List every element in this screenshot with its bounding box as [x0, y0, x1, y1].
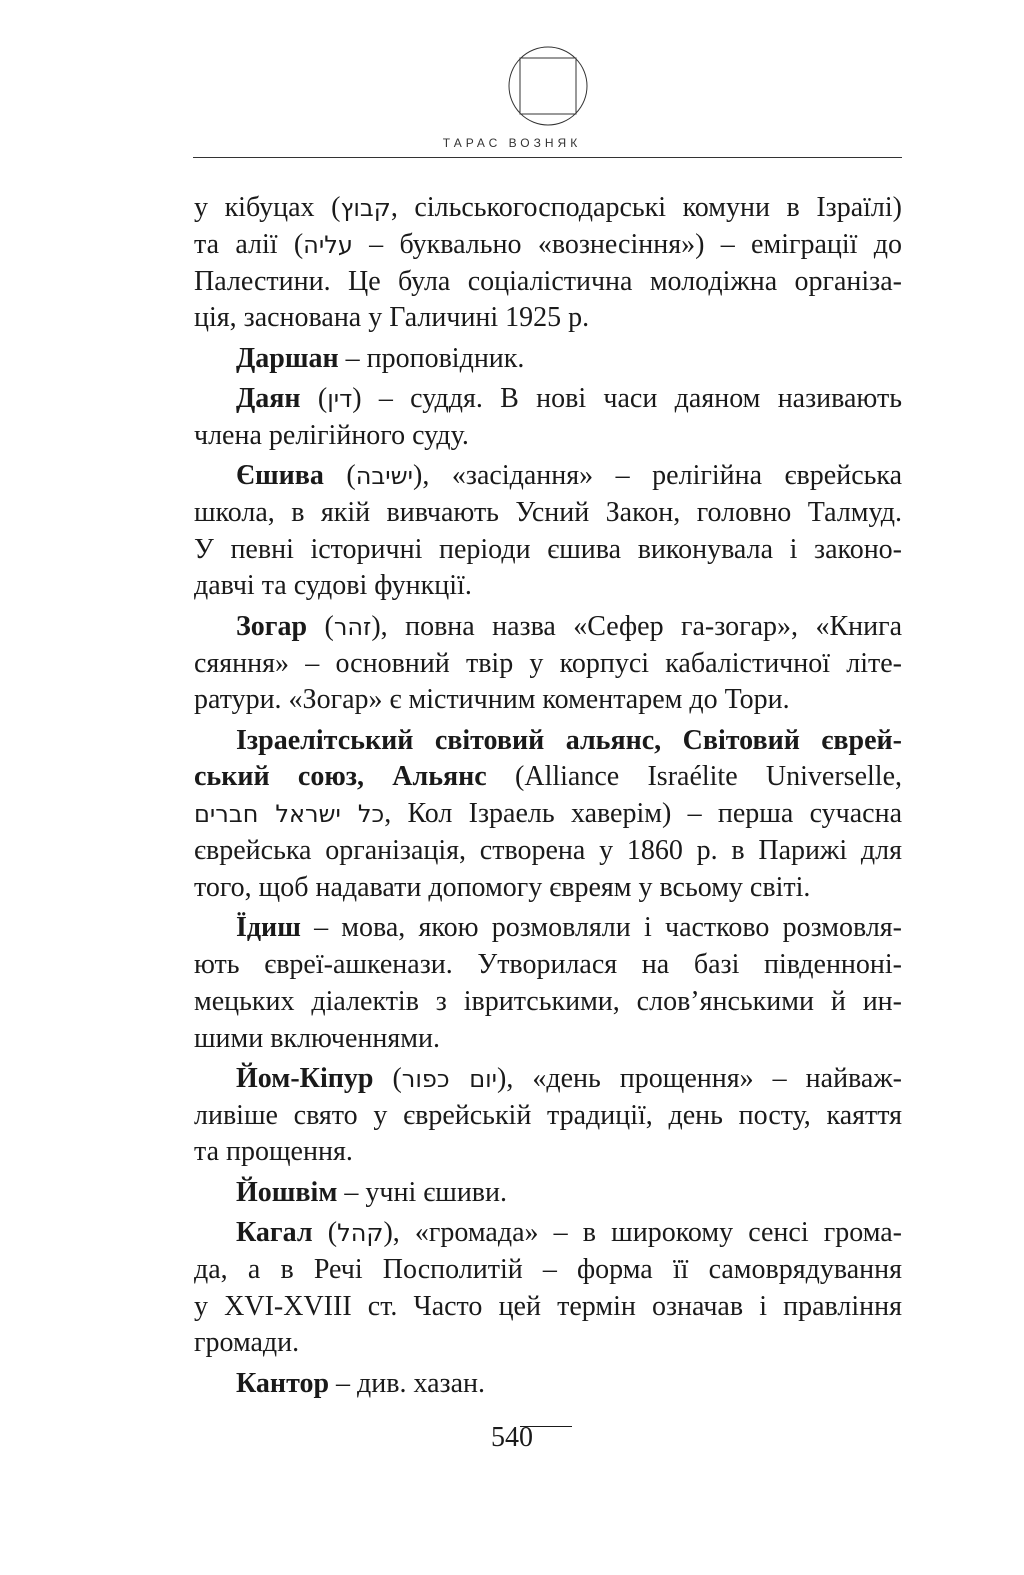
text-line — [194, 1175, 902, 1212]
text-run: ) – суддя. В нові часи даяном називають — [352, 382, 902, 414]
entry-term: Єшива — [236, 460, 324, 492]
glossary-text — [194, 190, 902, 1406]
text-line — [194, 609, 902, 646]
text-run: (Alliance Israélite Universelle, — [486, 761, 902, 793]
text-line — [194, 1366, 902, 1403]
text-run: єврейська організація, створена у 1860 р. в Парижі для — [194, 835, 902, 867]
glossary-entry — [194, 609, 902, 719]
text-run: ють євреї-ашкенази. Утворилася на базі південноні- — [194, 948, 902, 980]
glossary-entry — [194, 458, 902, 605]
hebrew-term: ישיבה — [355, 462, 414, 491]
text-run: мецьких діалектів з івритськими, слов’янськими й ин- — [194, 985, 902, 1017]
text-line — [194, 1134, 902, 1171]
glossary-entry — [194, 341, 902, 378]
text-run: ( — [312, 1217, 338, 1249]
page-number: 540 — [491, 1422, 533, 1453]
text-line — [194, 1252, 902, 1289]
text-line — [194, 910, 902, 947]
circle-square-emblem-icon — [507, 45, 589, 127]
text-line — [194, 646, 902, 683]
entry-term: ський союз, Альянс — [194, 761, 487, 793]
entry-term: Кагал — [236, 1217, 313, 1249]
entry-term: Йошвім — [236, 1176, 338, 1208]
entry-term: Зогар — [236, 610, 308, 642]
text-line — [194, 190, 902, 227]
entry-term: Даян — [236, 382, 301, 414]
text-line — [194, 227, 902, 264]
text-run: да, а в Речі Посполитій – форма її самоврядування — [194, 1253, 902, 1285]
hebrew-term: עליה — [303, 230, 353, 259]
text-run: та прощення. — [194, 1136, 353, 1168]
text-run: того, щоб надавати допомогу євреям у всьому світі. — [194, 871, 811, 903]
text-run: шими включеннями. — [194, 1022, 440, 1054]
continued-paragraph — [194, 190, 902, 337]
glossary-entry — [194, 1175, 902, 1212]
text-run: та алії ( — [194, 228, 304, 260]
text-run: – учні єшиви. — [337, 1176, 508, 1208]
entry-term: Даршан — [236, 342, 339, 374]
text-line — [194, 723, 902, 760]
text-run: ція, заснована у Галичині 1925 р. — [194, 302, 590, 334]
text-run: У певні історичні періоди єшива виконувала і законо- — [194, 533, 902, 565]
header-divider — [193, 157, 902, 158]
glossary-entry — [194, 1215, 902, 1362]
text-line — [194, 1215, 902, 1252]
text-run: Палестини. Це була соціалістична молодіжна організа- — [194, 265, 902, 297]
text-run: ), «день прощення» – найваж- — [497, 1062, 903, 1094]
text-run: сяяння» – основний твір у корпусі кабалістичної літе- — [194, 647, 902, 679]
glossary-entry — [194, 1061, 902, 1171]
glossary-entry — [194, 910, 902, 1057]
running-head: ТАРАС ВОЗНЯК — [442, 136, 582, 150]
text-line — [194, 759, 902, 796]
hebrew-term: דין — [327, 384, 353, 413]
text-run: ратури. «Зогар» є містичним коментарем до Тори. — [194, 684, 790, 716]
text-run: ), «засідання» – релігійна єврейська — [413, 460, 902, 492]
text-line — [194, 381, 902, 418]
text-line — [194, 796, 902, 833]
text-run: громади. — [194, 1327, 300, 1359]
entry-term: Ізраелітський світовий альянс, Світовий єврей- — [236, 724, 902, 756]
text-line — [194, 1289, 902, 1326]
text-run: давчі та судові функції. — [194, 570, 472, 602]
text-run: члена релігійного суду. — [194, 419, 469, 451]
text-line — [194, 495, 902, 532]
hebrew-term: קבוץ — [340, 194, 391, 222]
hebrew-term: זהר — [333, 612, 372, 641]
text-run: ), «громада» – в широкому сенсі грома- — [383, 1217, 903, 1249]
text-run: школа, в якій вивчають Усний Закон, головно Талмуд. — [194, 496, 902, 528]
text-run: ( — [300, 382, 328, 414]
text-line — [194, 1021, 902, 1058]
glossary-entry — [194, 381, 902, 455]
text-line — [194, 568, 902, 605]
text-run: ливіше свято у єврейській традиції, день посту, каяття — [194, 1099, 902, 1131]
text-run: ), повна назва «Сефер га-зогар», «Книга — [371, 610, 903, 642]
text-line — [194, 418, 902, 455]
hebrew-term: כל ישראל חברים — [194, 800, 385, 829]
text-line — [194, 1325, 902, 1362]
text-run: – див. хазан. — [329, 1367, 486, 1399]
text-line — [194, 341, 902, 378]
text-line — [194, 532, 902, 569]
text-line — [194, 458, 902, 495]
hebrew-term: יום כפור — [401, 1064, 498, 1093]
text-run: ( — [323, 460, 356, 492]
entry-term: Їдиш — [236, 912, 301, 944]
text-line — [194, 1061, 902, 1098]
text-line — [194, 264, 902, 301]
glossary-entry — [194, 1366, 902, 1403]
text-line — [194, 947, 902, 984]
entry-term: Йом-Кіпур — [236, 1062, 374, 1094]
text-run: у кібуцах ( — [194, 192, 341, 223]
hebrew-term: קהל — [337, 1219, 384, 1248]
glossary-entry — [194, 723, 902, 907]
text-run: – мова, якою розмовляли і частково розмовля- — [300, 912, 902, 944]
text-line — [194, 870, 902, 907]
text-line — [194, 682, 902, 719]
text-line — [194, 984, 902, 1021]
text-run: , сільськогосподарські комуни в Ізраїлі) — [390, 192, 902, 223]
text-run: ( — [373, 1062, 402, 1094]
text-run: у XVI-XVIII ст. Часто цей термін означав і правління — [194, 1290, 902, 1322]
text-run: ( — [307, 610, 334, 642]
text-run: , Кол Ізраель хаверім) – перша сучасна — [384, 798, 902, 830]
text-run: – буквально «вознесіння») – еміграції до — [352, 228, 902, 260]
text-line — [194, 300, 902, 337]
text-run: – проповідник. — [338, 342, 525, 374]
text-line — [194, 1098, 902, 1135]
entry-term: Кантор — [236, 1367, 330, 1399]
page-number-rule — [520, 1426, 572, 1427]
text-line — [194, 833, 902, 870]
